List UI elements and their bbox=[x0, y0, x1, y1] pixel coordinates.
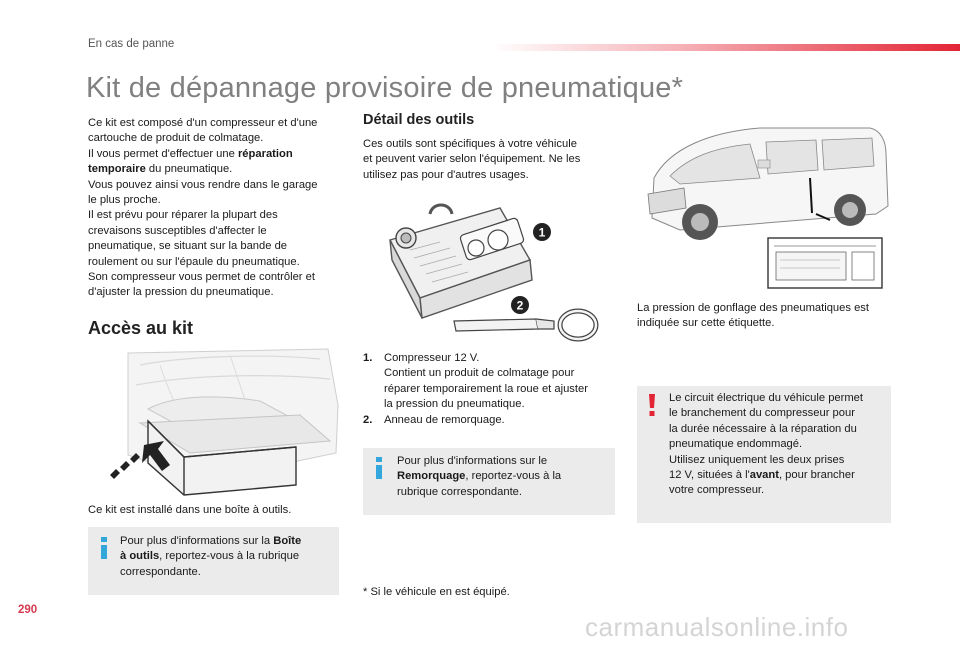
svg-text:1: 1 bbox=[538, 225, 546, 240]
header-accent-bar bbox=[490, 44, 960, 51]
warning-icon bbox=[645, 394, 659, 416]
list-item: 1. Compresseur 12 V. Contient un produit de colmatage pour réparer temporairement la roue et ajuster la pression du pneumatique. bbox=[363, 352, 588, 411]
page-number: 290 bbox=[18, 604, 38, 616]
towing-eye-illustration bbox=[450, 295, 610, 345]
section-header: En cas de panne bbox=[88, 38, 175, 50]
tools-list bbox=[363, 351, 613, 428]
acces-caption: Ce kit est installé dans une boîte à outils. bbox=[88, 504, 292, 516]
watermark: carmanualsonline.info bbox=[585, 612, 849, 642]
info-box-towing: Pour plus d'informations sur le Remorquage, reportez-vous à la rubrique correspondante. bbox=[363, 448, 615, 515]
svg-text:2: 2 bbox=[516, 298, 524, 313]
info-box-toolbox: Pour plus d'informations sur la Boîte à outils, reportez-vous à la rubrique correspondante. bbox=[88, 527, 339, 595]
list-item: 2. Anneau de remorquage. bbox=[363, 413, 505, 426]
acces-heading: Accès au kit bbox=[88, 318, 194, 338]
info-icon bbox=[97, 537, 111, 559]
seat-toolbox-illustration bbox=[100, 345, 340, 500]
detail-heading: Détail des outils bbox=[363, 112, 475, 128]
intro-paragraph: Ce kit est composé d'un compresseur et d'une cartouche de produit de colmatage. Il vous permet d'effectuer une réparation temporaire du pneumatique. Vous pouvez ainsi vous rendre dans le garage le plus proche. Il est prévu pour réparer la plupart des crevaisons susceptibles d'affecter le pneumatique, se situant sur la bande de roulement ou sur l'épaule du pneumatique. Son compresseur vous permet de contrôler et d'ajuster la pression du pneumatique. bbox=[88, 117, 318, 299]
warning-box: Le circuit électrique du véhicule permet le branchement du compresseur pour la durée nécessaire à la réparation du pneumatique endommagé. Utilisez uniquement les deux prises 12 V, situées à l'avant, pour brancher votre compresseur. bbox=[637, 386, 891, 523]
van-illustration bbox=[640, 118, 895, 293]
detail-paragraph: Ces outils sont spécifiques à votre véhicule et peuvent varier selon l'équipement. Ne les utilisez pas pour d'autres usages. bbox=[363, 138, 581, 181]
page-title: Kit de dépannage provisoire de pneumatique* bbox=[86, 72, 684, 104]
pressure-caption: La pression de gonflage des pneumatiques est indiquée sur cette étiquette. bbox=[637, 302, 869, 330]
footnote: * Si le véhicule en est équipé. bbox=[363, 586, 510, 598]
info-icon bbox=[372, 457, 386, 479]
